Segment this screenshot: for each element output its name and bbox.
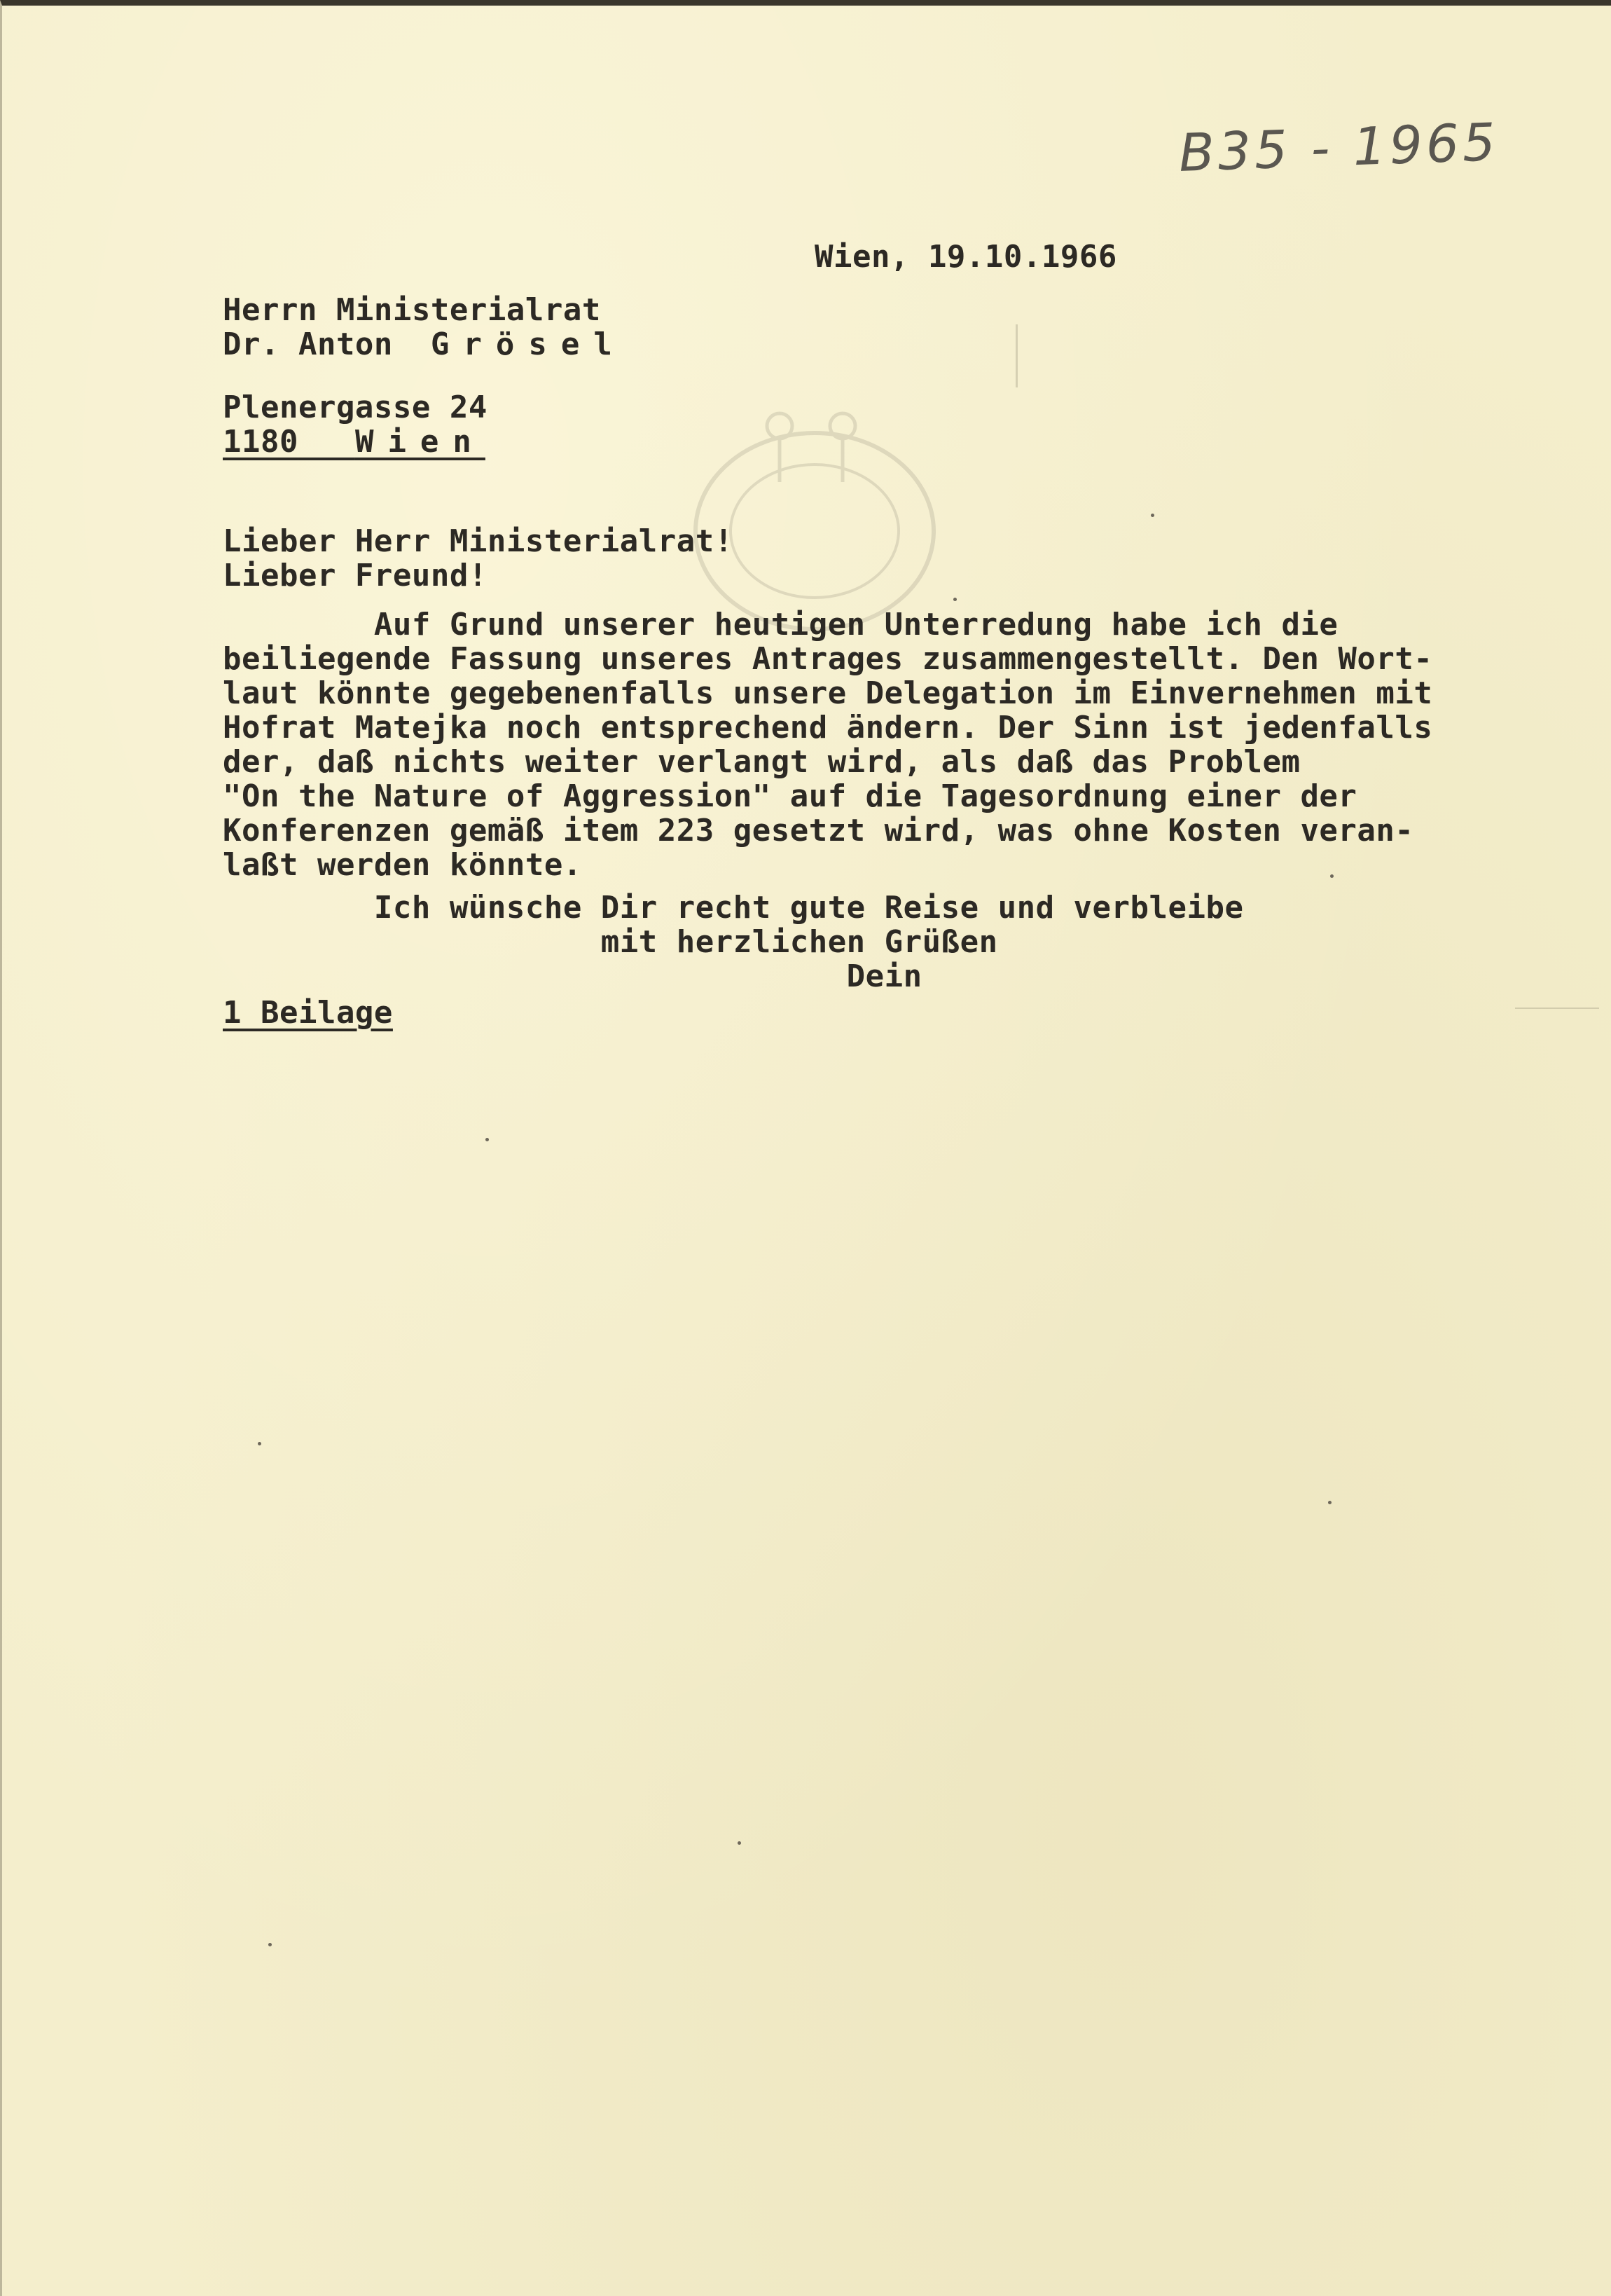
paper-speck — [258, 1442, 261, 1445]
recipient-postcode: 1180 — [223, 424, 298, 460]
body-line: beiliegende Fassung unseres Antrages zusammengestellt. Den Wort- — [223, 641, 1433, 677]
closing-signoff: Dein — [223, 958, 922, 994]
paper-speck — [485, 1138, 489, 1141]
archive-reference-handwritten: B35 - 1965 — [1177, 112, 1500, 184]
faded-stamp-icon — [675, 398, 955, 636]
paper-speck — [1330, 874, 1334, 878]
body-line: laßt werden könnte. — [223, 847, 582, 883]
body-line: "On the Nature of Aggression" auf die Tagesordnung einer der — [223, 778, 1357, 814]
body-line: Konferenzen gemäß item 223 gesetzt wird, was ohne Kosten veran- — [223, 813, 1414, 848]
body-line: laut könnte gegebenenfalls unsere Delegation im Einvernehmen mit — [223, 675, 1433, 711]
closing-line: mit herzlichen Grüßen — [223, 924, 998, 960]
pencil-mark — [1016, 324, 1018, 387]
paper-speck — [953, 598, 957, 601]
recipient-name-line — [223, 327, 626, 362]
body-line: der, daß nichts weiter verlangt wird, als daß das Problem — [223, 744, 1301, 780]
recipient-first-name: Dr. Anton — [223, 326, 393, 362]
paper-speck — [268, 1943, 272, 1946]
pencil-mark — [1515, 1008, 1599, 1009]
recipient-surname: Grösel — [430, 326, 626, 362]
recipient-street: Plenergasse 24 — [223, 390, 488, 425]
paper-speck — [1328, 1501, 1332, 1504]
recipient-title: Herrn Ministerialrat — [223, 292, 601, 328]
recipient-city: Wien — [354, 424, 485, 460]
paper-speck — [738, 1841, 741, 1845]
closing-line: Ich wünsche Dir recht gute Reise und verbleibe — [223, 890, 1244, 926]
body-line: Auf Grund unserer heutigen Unterredung habe ich die — [223, 607, 1339, 642]
letter-date: Wien, 19.10.1966 — [815, 239, 1117, 275]
body-line: Hofrat Matejka noch entsprechend ändern. Der Sinn ist jedenfalls — [223, 710, 1433, 745]
salutation-formal: Lieber Herr Ministerialrat! — [223, 523, 733, 559]
recipient-city-line — [223, 425, 485, 459]
enclosure-note: 1 Beilage — [223, 995, 393, 1031]
salutation-friend: Lieber Freund! — [223, 558, 488, 593]
paper-speck — [1151, 514, 1154, 517]
